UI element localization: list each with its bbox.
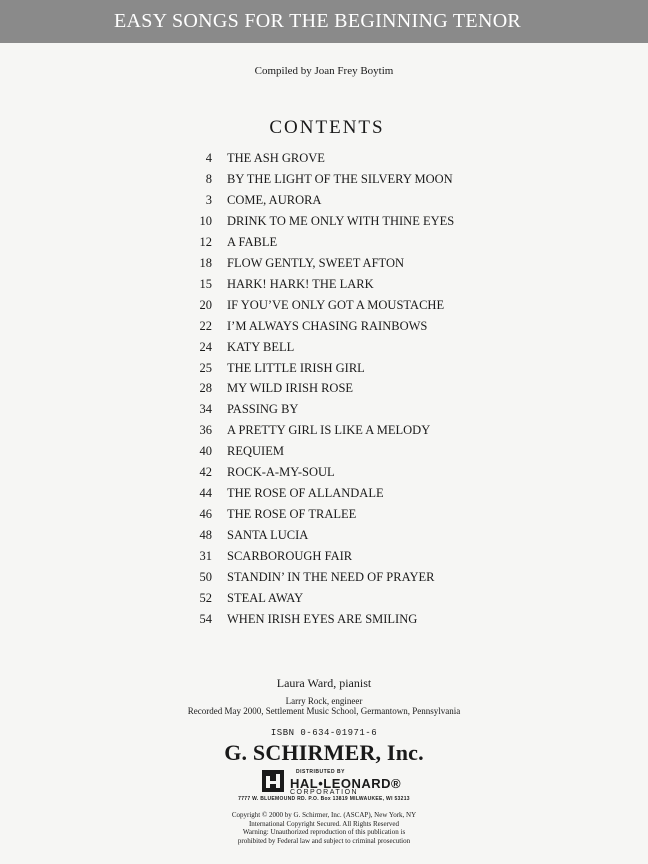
toc-entry [0,151,648,171]
recording-info: Recorded May 2000, Settlement Music School, Germantown, Pennsylvania [187,706,461,716]
toc-entry [0,214,648,234]
toc-page-number: 24 [199,339,212,354]
toc-entry [0,256,648,276]
toc-page-number: 54 [199,611,212,626]
toc-page-number: 52 [199,590,212,605]
toc-page-number: 48 [199,528,212,543]
copyright-line: International Copyright Secured. All Rights Reserved [248,819,400,828]
toc-entry [0,172,648,192]
toc-entry [0,361,648,381]
compiled-by: Compiled by Joan Frey Boytim [254,65,394,77]
toc-page-number: 15 [199,276,212,291]
isbn: ISBN 0-634-01971-6 [270,728,378,738]
toc-entry [0,465,648,485]
toc-song-title: HARK! HARK! THE LARK [227,276,374,291]
toc-song-title: ROCK-A-MY-SOUL [227,465,335,480]
toc-song-title: THE LITTLE IRISH GIRL [227,360,365,375]
toc-song-title: BY THE LIGHT OF THE SILVERY MOON [227,171,453,186]
toc-page-number: 10 [199,213,212,228]
toc-song-title: A PRETTY GIRL IS LIKE A MELODY [227,423,431,438]
toc-song-title: PASSING BY [227,402,299,417]
toc-song-title: MY WILD IRISH ROSE [227,381,354,396]
toc-song-title: THE ASH GROVE [227,151,325,165]
toc-song-title: A FABLE [227,234,278,249]
toc-song-title: STEAL AWAY [227,590,304,605]
toc-page-number: 50 [199,570,212,584]
toc-entry [0,277,648,297]
toc-song-title: WHEN IRISH EYES ARE SMILING [227,611,418,626]
toc-page-number: 31 [199,549,212,564]
header-band [0,0,648,43]
toc-entry [0,381,648,401]
distributor-name: HAL•LEONARD® [290,776,402,791]
toc-page-number: 20 [199,297,212,312]
toc-entry [0,423,648,443]
toc-page-number: 46 [199,507,212,522]
toc-entry [0,528,648,548]
toc-page-number: 4 [205,151,212,165]
pianist-credit: Laura Ward, pianist [276,676,372,690]
toc-entry [0,298,648,318]
toc-song-title: COME, AURORA [227,192,322,207]
toc-song-title: REQUIEM [227,444,284,459]
copyright-notice [0,811,648,845]
copyright-line: Warning: Unauthorized reproduction of this publication is [242,828,406,836]
toc-entry [0,507,648,527]
toc-song-title: FLOW GENTLY, SWEET AFTON [227,255,404,270]
toc-song-title: SCARBOROUGH FAIR [227,549,353,564]
toc-entry [0,402,648,422]
distributed-by-label: DISTRIBUTED BY [296,769,345,775]
toc-entry [0,591,648,611]
copyright-line: Copyright © 2000 by G. Schirmer, Inc. (ASCAP), New York, NY [231,811,417,819]
toc-page-number: 18 [199,255,212,270]
toc-song-title: DRINK TO ME ONLY WITH THINE EYES [227,213,455,228]
toc-song-title: I’M ALWAYS CHASING RAINBOWS [227,318,428,333]
toc-page-number: 28 [199,381,212,396]
toc-page-number: 8 [205,171,212,186]
toc-entry [0,193,648,213]
toc-entry [0,444,648,464]
distributor-corp: CORPORATION [290,789,359,796]
toc-song-title: SANTA LUCIA [227,528,309,543]
toc-entry [0,486,648,506]
toc-entry [0,612,648,632]
book-title: EASY SONGS FOR THE BEGINNING TENOR [114,10,522,32]
publisher-name: G. SCHIRMER, Inc. [224,740,424,765]
copyright-line: prohibited by Federal law and subject to criminal prosecution [237,836,411,845]
toc-song-title: STANDIN’ IN THE NEED OF PRAYER [227,570,435,584]
toc-entry [0,319,648,339]
toc-page-number: 3 [205,192,212,207]
toc-song-title: IF YOU’VE ONLY GOT A MOUSTACHE [227,297,445,312]
toc-page-number: 42 [199,465,212,480]
engineer-credit: Larry Rock, engineer [285,696,363,706]
toc-page-number: 34 [199,402,212,417]
toc-entry [0,570,648,590]
toc-entry [0,340,648,360]
toc-song-title: THE ROSE OF ALLANDALE [227,486,384,501]
toc-page-number: 44 [199,486,212,501]
hal-leonard-logo-icon [262,770,284,792]
distributor-address: 7777 W. BLUEMOUND RD. P.O. Box 13819 MILWAUKEE, WI 53213 [238,796,410,802]
toc-song-title: THE ROSE OF TRALEE [227,507,357,522]
toc-entry [0,549,648,569]
toc-page-number: 25 [199,360,212,375]
toc-page-number: 12 [199,234,212,249]
toc-page-number: 36 [199,423,212,438]
toc-entry [0,235,648,255]
toc-page-number: 22 [199,318,212,333]
contents-heading: CONTENTS [269,117,385,138]
toc-song-title: KATY BELL [227,339,295,354]
toc-page-number: 40 [199,444,212,459]
